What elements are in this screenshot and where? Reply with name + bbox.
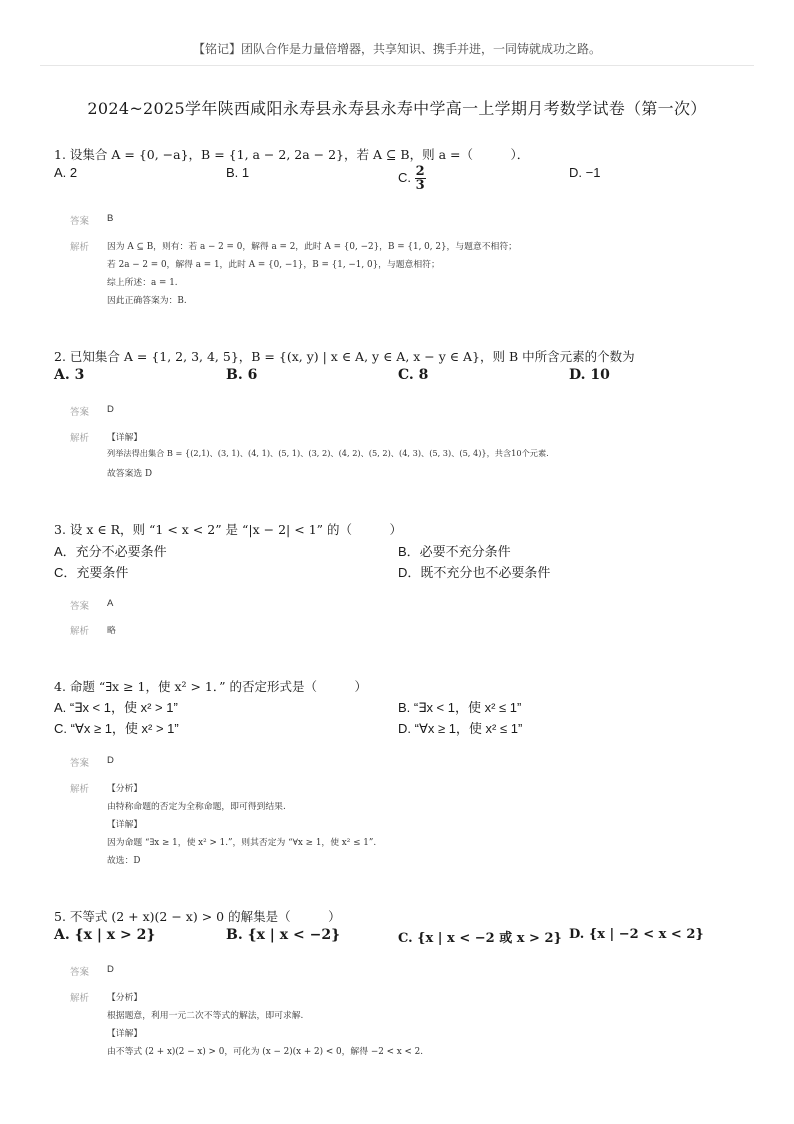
q4-answer-label: 答案 [70,758,90,769]
q1-analysis-label: 解析 [70,242,90,253]
page-motto: 【铭记】团队合作是力量倍增器，共享知识、携手并进，一同铸就成功之路。 [192,42,601,56]
q3-analysis-line: 略 [107,626,116,636]
q2-option-b: B. 6 [226,367,258,383]
fraction-denominator: 3 [415,178,425,193]
question-5-stem: 5. 不等式 (2 + x)(2 − x) > 0 的解集是（ ） [54,909,341,924]
q5-analysis-line: 【详解】 [107,1029,143,1039]
question-4-stem: 4. 命题 “∃x ≥ 1，使 x² > 1．” 的否定形式是（ ） [54,679,367,694]
q1-analysis-line: 因为 A ⊆ B，则有：若 a − 2 = 0，解得 a = 2，此时 A = {0, −2}，B = {1, 0, 2}，与题意不相符； [107,242,517,252]
q5-option-d: D. {x | −2 < x < 2} [569,927,704,942]
q1-answer: B [107,213,114,224]
q5-analysis-line: 由不等式 (2 + x)(2 − x) > 0，可化为 (x − 2)(x + 2) < 0，解得 −2 < x < 2. [107,1047,424,1057]
q5-option-b: B. {x | x < −2} [226,927,341,943]
q1-option-d: D. −1 [569,165,601,180]
q1-option-c-fraction [415,165,426,192]
q5-analysis-line: 【分析】 [107,993,143,1003]
q1-option-b: B. 1 [226,165,250,180]
q5-answer-label: 答案 [70,967,90,978]
q3-option-a: A．充分不必要条件 [54,544,167,559]
q1-answer-label: 答案 [70,216,90,227]
q1-option-c-letter: C. [398,169,411,185]
q4-analysis-line: 故选：D [107,856,141,866]
q2-analysis-line: 【详解】 [107,433,143,443]
q5-option-a: A. {x | x > 2} [54,927,156,943]
q3-answer: A [107,598,114,609]
q1-option-a: A. 2 [54,165,78,180]
q5-analysis-line: 根据题意，利用一元二次不等式的解法，即可求解. [107,1011,304,1021]
q4-answer: D [107,755,114,766]
q3-answer-label: 答案 [70,601,90,612]
q1-option-c [398,165,426,192]
q4-analysis-line: 【详解】 [107,820,143,830]
fraction-numerator: 2 [415,164,425,179]
q2-answer: D [107,404,114,415]
q5-answer: D [107,964,114,975]
header-divider [40,65,754,66]
q4-analysis-line: 因为命题 “∃x ≥ 1，使 x² > 1.”，则其否定为 “∀x ≥ 1，使 x² ≤ 1”. [107,838,377,848]
q2-analysis-label: 解析 [70,433,90,444]
q4-option-c: C. “∀x ≥ 1，使 x² > 1” [54,721,179,736]
q3-analysis-label: 解析 [70,626,90,637]
q3-option-b: B．必要不充分条件 [398,544,511,559]
q4-analysis-label: 解析 [70,784,90,795]
q4-option-d: D. “∀x ≥ 1，使 x² ≤ 1” [398,721,523,736]
q2-answer-label: 答案 [70,407,90,418]
question-1-stem: 1. 设集合 A = {0, −a}，B = {1, a − 2, 2a − 2}，若 A ⊆ B，则 a =（ ）． [54,147,530,162]
q4-option-a: A. “∃x < 1，使 x² > 1” [54,700,178,715]
q1-analysis-line: 因此正确答案为：B. [107,296,187,306]
q2-option-d: D. 10 [569,367,610,383]
page-title: 2024~2025学年陕西咸阳永寿县永寿县永寿中学高一上学期月考数学试卷（第一次） [87,99,707,118]
q5-analysis-label: 解析 [70,993,90,1004]
q2-analysis-line: 列举法得出集合 B = {(2,1)、(3, 1)、(4, 1)、(5, 1)、(3, 2)、(4, 2)、(5, 2)、(4, 3)、(5, 3)、(5, 4)}，共含10个元素. [107,448,549,458]
q1-analysis-line: 综上所述：a = 1. [107,278,178,288]
q2-analysis-line: 故答案选 D [107,469,153,479]
q5-option-c: C. {x | x < −2 或 x > 2} [398,931,562,946]
q2-option-a: A. 3 [54,367,85,383]
q4-option-b: B. “∃x < 1，使 x² ≤ 1” [398,700,522,715]
question-3-stem: 3. 设 x ∈ R，则 “1 < x < 2” 是 “|x − 2| < 1” 的（ ） [54,522,403,537]
question-2-stem: 2. 已知集合 A = {1, 2, 3, 4, 5}，B = {(x, y) | x ∈ A, y ∈ A, x − y ∈ A}，则 B 中所含元素的个数为 [54,349,635,364]
q1-analysis-line: 若 2a − 2 = 0，解得 a = 1，此时 A = {0, −1}，B = {1, −1, 0}，与题意相符； [107,260,440,270]
q4-analysis-line: 【分析】 [107,784,143,794]
q4-analysis-line: 由特称命题的否定为全称命题，即可得到结果. [107,802,286,812]
q3-option-c: C．充要条件 [54,565,129,580]
q3-option-d: D．既不充分也不必要条件 [398,565,551,580]
q2-option-c: C. 8 [398,367,429,383]
